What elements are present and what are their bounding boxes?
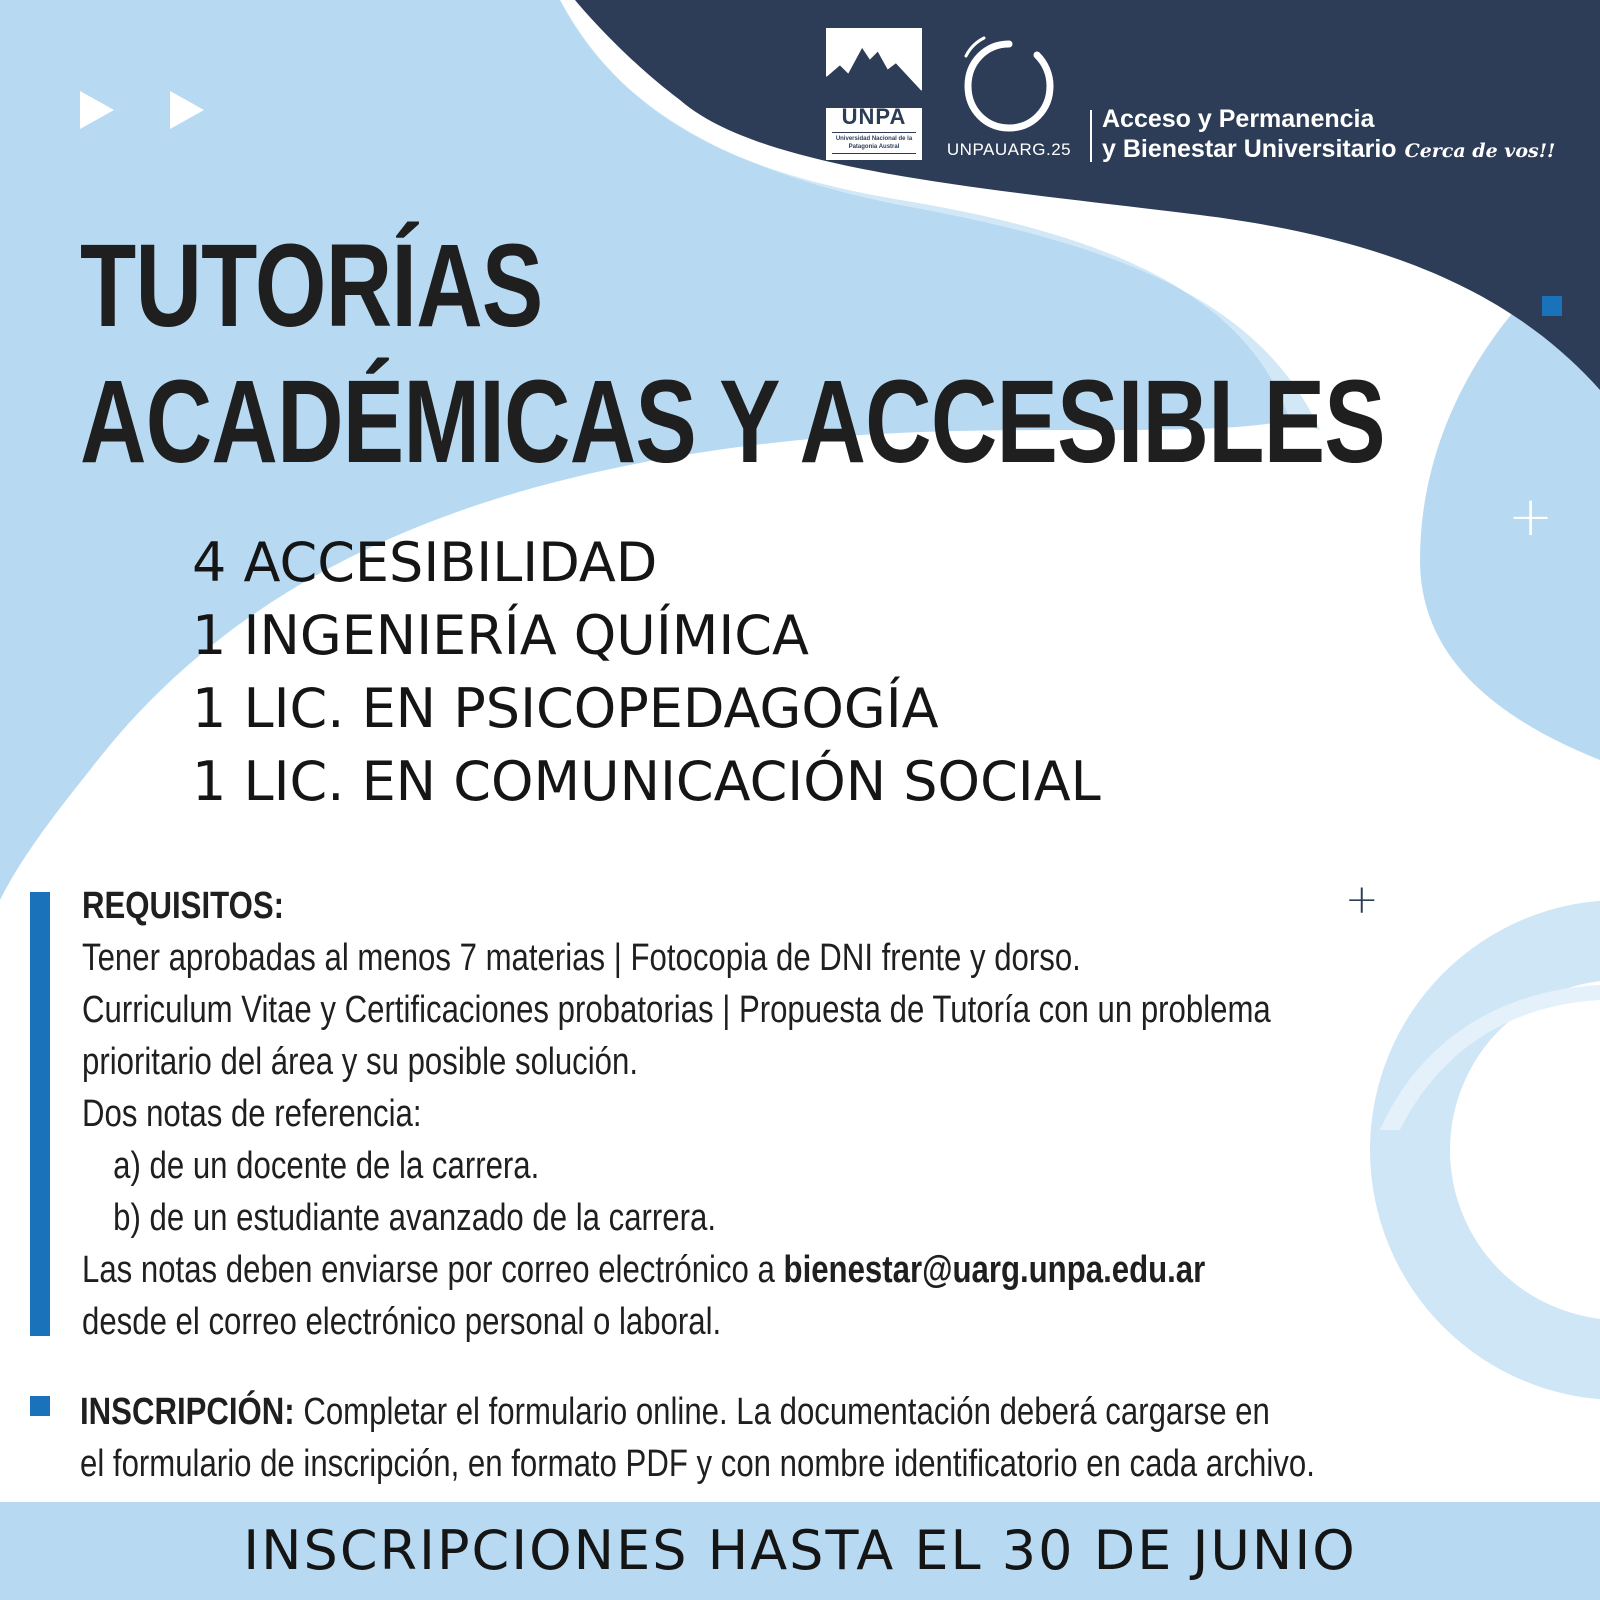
plus-icon: + [1508, 485, 1554, 548]
program-item: 1 INGENIERÍA QUÍMICA [192, 604, 809, 667]
unpa-logo-name: UNPA [841, 104, 907, 129]
reference-item-b: b) de un estudiante avanzado de la carrera. [113, 1197, 716, 1239]
header-tagline: Cerca de vos!! [1404, 140, 1556, 162]
unpa-logo [826, 28, 922, 160]
requisitos-line: prioritario del área y su posible solución. [82, 1041, 638, 1083]
requisitos-email-line [82, 1244, 1271, 1296]
email-link[interactable]: bienestar@uarg.unpa.edu.ar [783, 1249, 1206, 1291]
requisitos-line: Tener aprobadas al menos 7 materias | Fotocopia de DNI frente y dorso. [82, 937, 1081, 979]
unpa-logo-subtitle: Universidad Nacional de la Patagonia Austral [832, 132, 916, 154]
page-title [80, 218, 1385, 490]
program-item: 4 ACCESIBILIDAD [192, 531, 658, 594]
inscripcion-text-1: Completar el formulario online. La documentación deberá cargarse en [294, 1391, 1270, 1433]
deadline-text: INSCRIPCIONES HASTA EL 30 DE JUNIO [243, 1519, 1357, 1582]
requisitos-email-prefix: Las notas deben enviarse por correo electrónico a [82, 1249, 784, 1291]
header-divider [1090, 110, 1092, 162]
requisitos-heading: REQUISITOS: [82, 885, 285, 927]
reference-item-a: a) de un docente de la carrera. [113, 1145, 540, 1187]
unpauarg-logo [944, 36, 1074, 164]
header-line-2: y Bienestar Universitario [1102, 135, 1397, 163]
square-icon [1542, 296, 1562, 316]
header-title [1102, 104, 1555, 166]
unpauarg-logo-label: UNPAUARG.25 [946, 140, 1072, 159]
footer-banner [0, 1502, 1600, 1600]
requisitos-line: desde el correo electrónico personal o laboral. [82, 1301, 722, 1343]
program-list [192, 526, 1101, 818]
inscripcion-bullet [30, 1396, 50, 1416]
requisitos-section [82, 880, 1271, 1348]
inscripcion-section [80, 1386, 1315, 1490]
title-line-2: ACADÉMICAS Y ACCESIBLES [80, 356, 1385, 488]
inscripcion-heading: INSCRIPCIÓN: [80, 1391, 295, 1433]
play-icon [170, 91, 204, 129]
inscripcion-text-2: el formulario de inscripción, en formato PDF y con nombre identificatorio en cada archivo. [80, 1443, 1315, 1485]
header-line-1: Acceso y Permanencia [1102, 105, 1375, 133]
requisitos-accent-bar [30, 892, 50, 1336]
requisitos-line: Dos notas de referencia: [82, 1093, 422, 1135]
plus-icon: + [1345, 877, 1379, 923]
requisitos-line: Curriculum Vitae y Certificaciones probatorias | Propuesta de Tutoría con un problema [82, 989, 1271, 1031]
inscripcion-line-1 [80, 1386, 1315, 1438]
header-line-2-wrap [1102, 134, 1555, 166]
program-item: 1 LIC. EN COMUNICACIÓN SOCIAL [192, 750, 1101, 813]
program-item: 1 LIC. EN PSICOPEDAGOGÍA [192, 677, 939, 740]
title-line-1: TUTORÍAS [80, 220, 543, 352]
play-icon [80, 91, 114, 129]
